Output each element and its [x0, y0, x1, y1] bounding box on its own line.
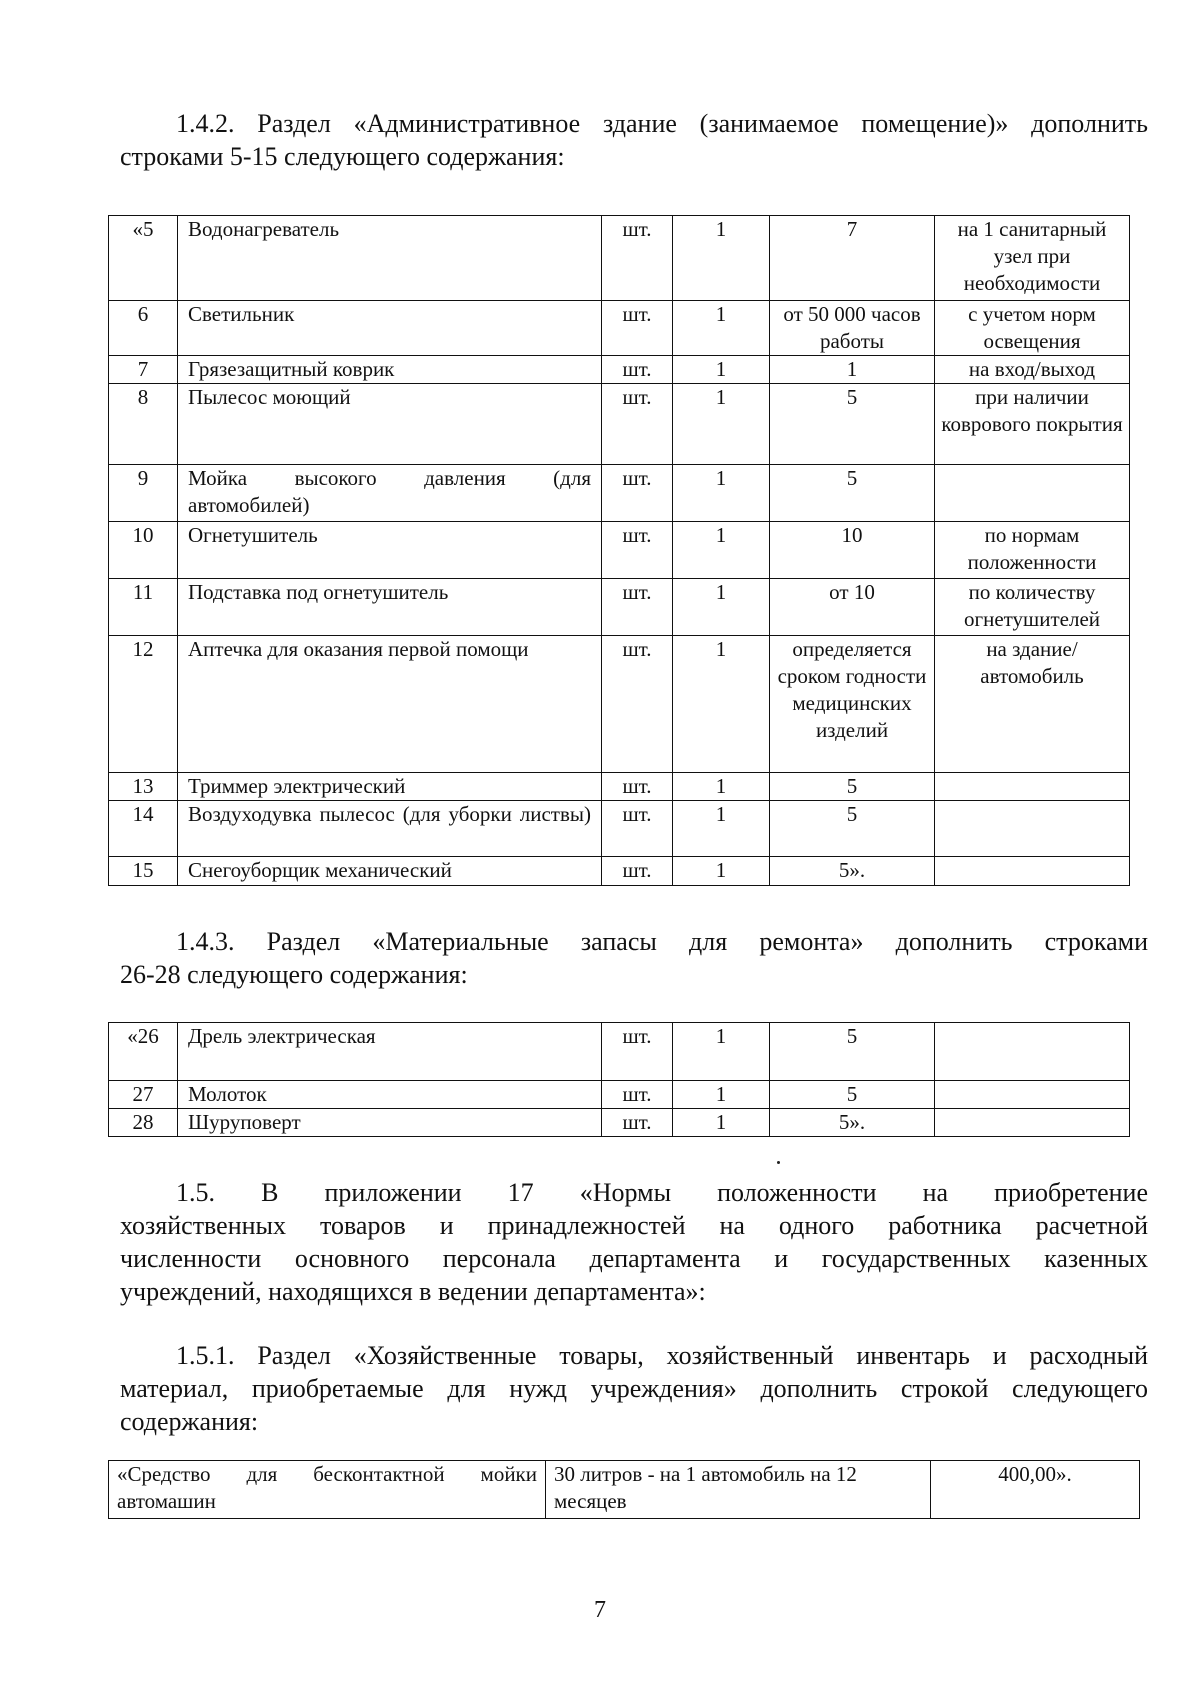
item-term: от 10	[770, 579, 935, 636]
item-quantity: 1	[673, 636, 770, 773]
item-unit: шт.	[602, 773, 673, 801]
item-quantity: 1	[673, 1023, 770, 1081]
paragraph-line: 1.4.3. Раздел «Материальные запасы для ремонта» дополнить строками	[176, 927, 1148, 956]
paragraph-1-5	[120, 1176, 1148, 1308]
table-repair-materials	[108, 1022, 1130, 1137]
paragraph-line: 1.5. В приложении 17 «Нормы положенности на приобретение	[176, 1178, 1148, 1207]
item-quantity: 1	[673, 801, 770, 857]
table-row	[109, 801, 1130, 857]
item-unit: шт.	[602, 384, 673, 465]
item-term: 5	[770, 773, 935, 801]
item-unit: шт.	[602, 356, 673, 384]
item-note	[935, 773, 1130, 801]
item-unit: шт.	[602, 1081, 673, 1109]
item-quantity: 1	[673, 384, 770, 465]
item-term: 5	[770, 1023, 935, 1081]
table-row	[109, 384, 1130, 465]
item-name: Аптечка для оказания первой помощи	[178, 636, 602, 773]
row-number: 13	[109, 773, 178, 801]
item-norm-line: месяцев	[554, 1489, 627, 1513]
item-name: Грязезащитный коврик	[178, 356, 602, 384]
table-row	[109, 216, 1130, 301]
item-term: 5	[770, 1081, 935, 1109]
row-number: 28	[109, 1109, 178, 1137]
table-household-goods	[108, 1460, 1140, 1519]
row-number: 8	[109, 384, 178, 465]
item-name	[109, 1461, 546, 1519]
item-norm	[546, 1461, 931, 1519]
row-number: 6	[109, 301, 178, 356]
item-price: 400,00».	[931, 1461, 1140, 1519]
item-norm-line: 30 литров - на 1 автомобиль на 12	[554, 1462, 857, 1486]
item-unit: шт.	[602, 522, 673, 579]
item-note	[935, 465, 1130, 522]
row-number: 9	[109, 465, 178, 522]
item-quantity: 1	[673, 216, 770, 301]
item-name: Дрель электрическая	[178, 1023, 602, 1081]
row-number: 14	[109, 801, 178, 857]
item-unit: шт.	[602, 801, 673, 857]
item-note: на 1 санитарный узел при необходимости	[935, 216, 1130, 301]
item-unit: шт.	[602, 857, 673, 886]
table-row	[109, 1081, 1130, 1109]
item-term: 5	[770, 465, 935, 522]
item-name: Пылесос моющий	[178, 384, 602, 465]
paragraph-line: 26-28 следующего содержания:	[120, 960, 468, 989]
paragraph-line: хозяйственных товаров и принадлежностей на одного работника расчетной	[120, 1211, 1148, 1240]
item-note	[935, 1109, 1130, 1137]
item-quantity: 1	[673, 857, 770, 886]
paragraph-1-4-3	[120, 925, 1148, 991]
row-number: «5	[109, 216, 178, 301]
paragraph-line: строками 5-15 следующего содержания:	[120, 142, 565, 171]
row-number: 7	[109, 356, 178, 384]
table-row	[109, 1109, 1130, 1137]
page-number: 7	[594, 1597, 606, 1623]
item-unit: шт.	[602, 1023, 673, 1081]
item-note	[935, 801, 1130, 857]
item-name: Молоток	[178, 1081, 602, 1109]
item-note: на вход/выход	[935, 356, 1130, 384]
item-name: Подставка под огнетушитель	[178, 579, 602, 636]
table-row	[109, 356, 1130, 384]
item-quantity: 1	[673, 1081, 770, 1109]
item-term: 7	[770, 216, 935, 301]
item-quantity: 1	[673, 522, 770, 579]
row-number: 12	[109, 636, 178, 773]
table-row	[109, 301, 1130, 356]
paragraph-1-5-1	[120, 1339, 1148, 1438]
item-name-line: автомашин	[117, 1489, 216, 1513]
paragraph-line: материал, приобретаемые для нужд учреждения» дополнить строкой следующего	[120, 1374, 1148, 1403]
table-row	[109, 465, 1130, 522]
item-name: Светильник	[178, 301, 602, 356]
item-unit: шт.	[602, 579, 673, 636]
item-term: 10	[770, 522, 935, 579]
item-quantity: 1	[673, 773, 770, 801]
item-note	[935, 1023, 1130, 1081]
row-number: «26	[109, 1023, 178, 1081]
item-note: на здание/ автомобиль	[935, 636, 1130, 773]
item-note: по количеству огнетушителей	[935, 579, 1130, 636]
item-name: Огнетушитель	[178, 522, 602, 579]
table-row	[109, 636, 1130, 773]
table-administrative-building	[108, 215, 1130, 886]
item-name: Снегоуборщик механический	[178, 857, 602, 886]
item-name: Шуруповерт	[178, 1109, 602, 1137]
paragraph-line: численности основного персонала департамента и государственных казенных	[120, 1244, 1148, 1273]
paragraph-line: 1.4.2. Раздел «Административное здание (занимаемое помещение)» дополнить	[176, 109, 1148, 138]
item-unit: шт.	[602, 301, 673, 356]
item-note: по нормам положенности	[935, 522, 1130, 579]
item-term: 5	[770, 384, 935, 465]
item-quantity: 1	[673, 356, 770, 384]
item-note: с учетом норм освещения	[935, 301, 1130, 356]
paragraph-line: 1.5.1. Раздел «Хозяйственные товары, хозяйственный инвентарь и расходный	[176, 1341, 1148, 1370]
item-quantity: 1	[673, 301, 770, 356]
item-term: 5	[770, 801, 935, 857]
item-name-line: «Средство для бесконтактной мойки	[117, 1462, 537, 1486]
item-unit: шт.	[602, 465, 673, 522]
item-unit: шт.	[602, 1109, 673, 1137]
item-name: Мойка высокого давления (для автомобилей)	[178, 465, 602, 522]
item-term: определяется сроком годности медицинских изделий	[770, 636, 935, 773]
row-number: 15	[109, 857, 178, 886]
item-name: Водонагреватель	[178, 216, 602, 301]
table-row	[109, 1023, 1130, 1081]
item-note: при наличии коврового покрытия	[935, 384, 1130, 465]
row-number: 11	[109, 579, 178, 636]
item-term: 5».	[770, 857, 935, 886]
row-number: 10	[109, 522, 178, 579]
item-quantity: 1	[673, 579, 770, 636]
item-name: Триммер электрический	[178, 773, 602, 801]
table-row	[109, 522, 1130, 579]
item-term: от 50 000 часов работы	[770, 301, 935, 356]
stray-dot	[777, 1161, 780, 1164]
item-quantity: 1	[673, 1109, 770, 1137]
paragraph-1-4-2	[120, 107, 1148, 173]
item-term: 1	[770, 356, 935, 384]
item-unit: шт.	[602, 216, 673, 301]
table-row	[109, 857, 1130, 886]
table-row	[109, 773, 1130, 801]
item-note	[935, 1081, 1130, 1109]
item-name: Воздуходувка пылесос (для уборки листвы)	[178, 801, 602, 857]
paragraph-line: содержания:	[120, 1407, 259, 1436]
paragraph-line: учреждений, находящихся в ведении департамента»:	[120, 1277, 706, 1306]
item-quantity: 1	[673, 465, 770, 522]
table-row	[109, 579, 1130, 636]
item-note	[935, 857, 1130, 886]
row-number: 27	[109, 1081, 178, 1109]
table-row	[109, 1461, 1140, 1519]
item-unit: шт.	[602, 636, 673, 773]
item-term: 5».	[770, 1109, 935, 1137]
